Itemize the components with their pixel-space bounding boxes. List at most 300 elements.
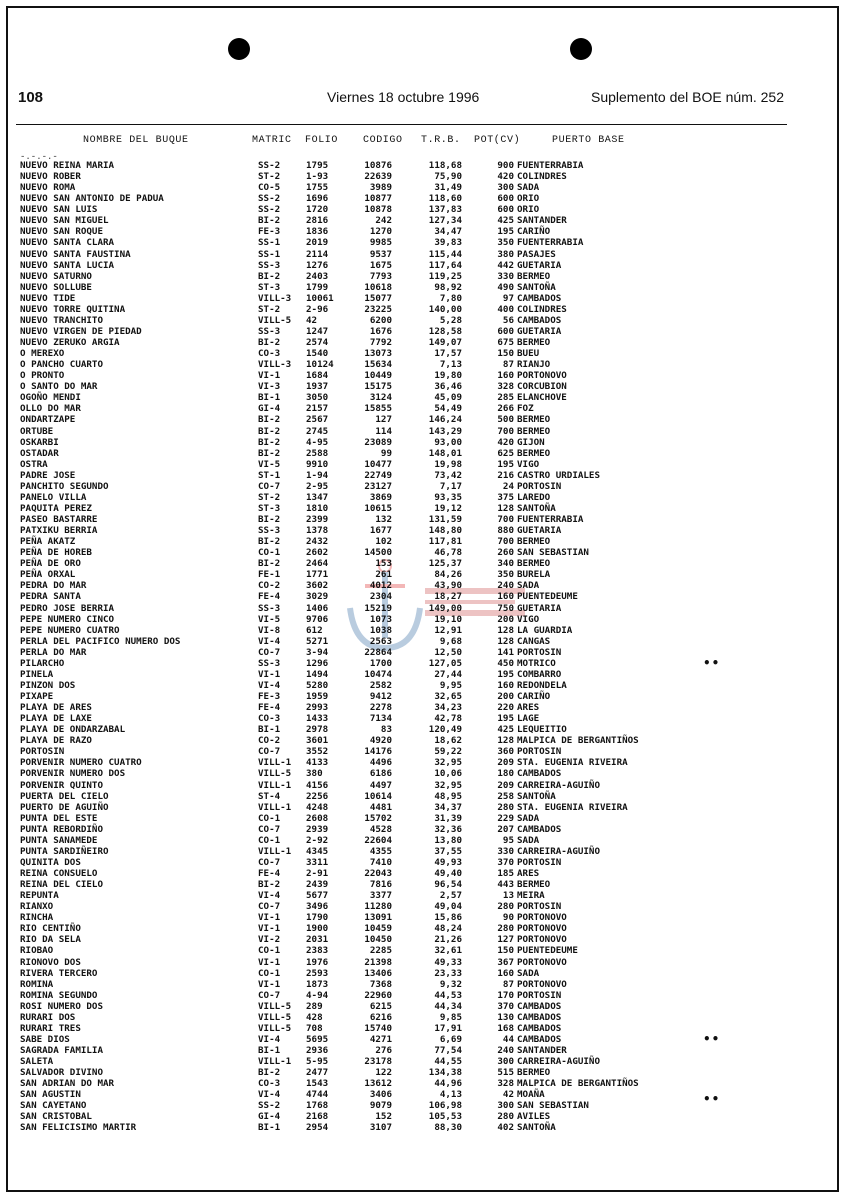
vessel-name: ROMINA SEGUNDO [20,989,98,1001]
potencia: 160 [497,370,514,382]
codigo: 7410 [369,856,392,868]
potencia: 600 [497,193,514,205]
vessel-name: OSKARBI [20,436,59,448]
potencia: 128 [497,735,514,747]
table-row [0,315,847,326]
trb: 75,90 [434,171,462,183]
trb: 93,00 [434,436,462,448]
trb: 43,90 [434,580,462,592]
table-row [0,713,847,724]
folio: 2477 [306,1067,329,1079]
matricula: FE-4 [258,591,281,603]
codigo: 22864 [364,646,392,658]
potencia: 209 [497,779,514,791]
matricula: SS-3 [258,657,281,669]
vessel-name: ORTUBE [20,425,54,437]
vessel-name: NUEVO ROMA [20,182,76,194]
matricula: VILL-1 [258,779,292,791]
vessel-name: PILARCHO [20,657,65,669]
folio: 1247 [306,325,329,337]
vessel-name: PERLA DEL PACIFICO NUMERO DOS [20,635,181,647]
matricula: GI-4 [258,403,281,415]
issue-date: Viernes 18 octubre 1996 [327,89,480,105]
trb: 105,53 [428,1111,462,1123]
codigo: 22749 [364,469,392,481]
vessel-name: PLAYA DE RAZO [20,735,92,747]
matricula: BI-2 [258,558,281,570]
potencia: 280 [497,923,514,935]
puerto-base: BERMEO [517,558,551,570]
vessel-name: RINCHA [20,912,54,924]
puerto-base: PORTOSIN [517,746,562,758]
vessel-name: SABE DIOS [20,1033,70,1045]
puerto-base: CARREIRA-AGUIÑO [517,779,600,791]
trb: 44,55 [434,1056,462,1068]
puerto-base: LAGE [517,713,540,725]
potencia: 200 [497,691,514,702]
codigo: 4481 [369,801,392,813]
codigo: 23089 [364,436,392,448]
codigo: 3406 [369,1089,392,1101]
matricula: BI-1 [258,1045,281,1056]
trb: 39,83 [434,237,462,249]
codigo: 10459 [364,923,392,935]
folio: 5-95 [306,1056,329,1068]
table-row [0,215,847,226]
potencia: 375 [497,491,514,503]
potencia: 443 [497,879,514,891]
puerto-base: ARES [517,868,540,879]
col-folio: FOLIO [305,135,339,146]
vessel-name: RIONOVO DOS [20,956,81,968]
potencia: 200 [497,613,514,625]
puerto-base: ORIO [517,193,540,205]
vessel-name: RIO CENTIÑO [20,923,81,935]
vessel-name: NUEVO SANTA LUCIA [20,259,115,271]
vessel-name: PEDRO JOSE BERRIA [20,602,115,614]
potencia: 880 [497,525,514,537]
codigo: 10449 [364,370,392,382]
puerto-base: RIANJO [517,359,551,371]
trb: 34,23 [434,702,462,714]
punch-hole-left [228,38,250,60]
puerto-base: BERMEO [517,536,551,548]
trb: 23,33 [434,967,462,979]
folio: 10124 [306,359,334,371]
potencia: 340 [497,558,514,570]
vessel-name: PUNTA DEL ESTE [20,812,98,824]
folio: 2978 [306,724,329,736]
vessel-name: RURARI TRES [20,1022,81,1034]
folio: 1755 [306,182,329,194]
folio: 2936 [306,1045,329,1056]
matricula: BI-1 [258,724,281,736]
codigo: 13091 [364,912,392,924]
codigo: 1700 [369,657,392,669]
table-row [0,160,847,171]
potencia: 95 [502,834,514,846]
folio: 1696 [306,193,329,205]
margin-dots: •• [703,1092,721,1106]
matricula: VI-4 [258,679,281,691]
vessel-name: NUEVO SAN ANTONIO DE PADUA [20,193,164,205]
matricula: CO-3 [258,348,281,360]
trb: 148,80 [428,525,462,537]
codigo: 7368 [369,978,392,990]
trb: 34,47 [434,226,462,238]
matricula: CO-7 [258,823,281,835]
table-row [0,868,847,879]
matricula: VILL-5 [258,768,292,780]
potencia: 350 [497,237,514,249]
puerto-base: PORTOSIN [517,901,562,913]
table-row [0,990,847,1001]
matricula: SS-3 [258,325,281,337]
matricula: VILL-5 [258,1022,292,1034]
trb: 59,22 [434,746,462,758]
potencia: 600 [497,204,514,216]
puerto-base: SANTOÑA [517,790,556,802]
matricula: ST-2 [258,303,281,315]
codigo: 13612 [364,1078,392,1090]
puerto-base: BERMEO [517,1067,551,1079]
table-row [0,237,847,248]
table-row [0,525,847,536]
puerto-base: SANTANDER [517,1045,567,1056]
codigo: 10474 [364,668,392,680]
folio: 1296 [306,657,329,669]
folio: 2939 [306,823,329,835]
codigo: 1677 [369,525,392,537]
table-row [0,426,847,437]
potencia: 87 [502,359,514,371]
table-row [0,392,847,403]
trb: 18,62 [434,735,462,747]
puerto-base: SAN SEBASTIAN [517,1100,589,1112]
table-row [0,271,847,282]
codigo: 2304 [369,591,392,603]
col-pot: POT(CV) [474,135,521,146]
table-row [0,691,847,702]
table-row [0,724,847,735]
codigo: 22043 [364,868,392,879]
puerto-base: ELANCHOVE [517,392,567,404]
table-row [0,492,847,503]
puerto-base: BERMEO [517,425,551,437]
folio: 5280 [306,679,329,691]
puerto-base: PORTONOVO [517,978,567,990]
potencia: 300 [497,1056,514,1068]
trb: 44,96 [434,1078,462,1090]
folio: 3050 [306,392,329,404]
folio: 3552 [306,746,329,758]
vessel-name: O MEREXO [20,348,65,360]
puerto-base: BUEU [517,348,540,360]
trb: 48,95 [434,790,462,802]
puerto-base: SAN SEBASTIAN [517,547,589,559]
codigo: 6186 [369,768,392,780]
codigo: 4496 [369,757,392,769]
puerto-base: BERMEO [517,337,551,348]
trb: 127,34 [428,215,462,227]
codigo: 7134 [369,713,392,725]
vessel-name: SAN CRISTOBAL [20,1111,92,1123]
matricula: CO-7 [258,746,281,758]
table-row [0,1012,847,1023]
potencia: 500 [497,414,514,426]
matricula: VI-4 [258,635,281,647]
table-row [0,625,847,636]
folio: 2593 [306,967,329,979]
vessel-name: PUNTA SANAMEDE [20,834,98,846]
trb: 32,65 [434,691,462,702]
trb: 19,98 [434,458,462,470]
matricula: CO-2 [258,735,281,747]
puerto-base: CARIÑO [517,691,551,702]
folio: 2954 [306,1122,329,1134]
potencia: 44 [502,1033,514,1045]
matricula: CO-7 [258,646,281,658]
matricula: SS-1 [258,237,281,249]
vessel-table [0,160,847,1134]
matricula: BI-2 [258,270,281,282]
trb: 19,12 [434,502,462,514]
trb: 17,91 [434,1022,462,1034]
codigo: 1676 [369,325,392,337]
folio: 4-95 [306,436,329,448]
vessel-name: QUINITA DOS [20,856,81,868]
potencia: 150 [497,945,514,957]
potencia: 330 [497,845,514,857]
puerto-base: BERMEO [517,879,551,891]
folio: 4133 [306,757,329,769]
vessel-name: PORTOSIN [20,746,65,758]
potencia: 450 [497,657,514,669]
vessel-name: RIVERA TERCERO [20,967,98,979]
potencia: 207 [497,823,514,835]
potencia: 87 [502,978,514,990]
matricula: VILL-1 [258,801,292,813]
vessel-name: PADRE JOSE [20,469,76,481]
potencia: 168 [497,1022,514,1034]
codigo: 15634 [364,359,392,371]
folio: 3311 [306,856,329,868]
potencia: 330 [497,270,514,282]
table-row [0,403,847,414]
table-row [0,249,847,260]
table-row [0,348,847,359]
trb: 115,44 [428,248,462,260]
table-row [0,757,847,768]
vessel-name: NUEVO REINA MARIA [20,160,115,171]
codigo: 102 [375,536,392,548]
puerto-base: LA GUARDIA [517,624,573,636]
matricula: SS-3 [258,259,281,271]
vessel-name: ONDARTZAPE [20,414,76,426]
trb: 106,98 [428,1100,462,1112]
potencia: 195 [497,713,514,725]
puerto-base: FUENTERRABIA [517,237,584,249]
puerto-base: FUENTERRABIA [517,514,584,525]
margin-dots: •• [703,656,721,670]
vessel-name: PORVENIR QUINTO [20,779,103,791]
table-row [0,923,847,934]
matricula: SS-2 [258,193,281,205]
trb: 15,86 [434,912,462,924]
trb: 117,64 [428,259,462,271]
trb: 73,42 [434,469,462,481]
folio: 428 [306,1011,323,1023]
potencia: 160 [497,591,514,603]
col-port: PUERTO BASE [552,135,625,146]
potencia: 180 [497,768,514,780]
vessel-name: SAGRADA FAMILIA [20,1045,103,1056]
puerto-base: GUETARIA [517,525,562,537]
codigo: 99 [380,447,392,459]
trb: 17,57 [434,348,462,360]
vessel-name: PATXIKU BERRIA [20,525,98,537]
codigo: 7793 [369,270,392,282]
folio: 2574 [306,337,329,348]
codigo: 22639 [364,171,392,183]
trb: 7,13 [439,359,462,371]
puerto-base: AVILES [517,1111,551,1123]
matricula: GI-4 [258,1111,281,1123]
codigo: 1073 [369,613,392,625]
codigo: 4920 [369,735,392,747]
folio: 1347 [306,491,329,503]
codigo: 276 [375,1045,392,1056]
matricula: CO-1 [258,945,281,957]
puerto-base: MOAÑA [517,1089,545,1101]
folio: 2745 [306,425,329,437]
codigo: 22960 [364,989,392,1001]
table-row [0,503,847,514]
potencia: 350 [497,569,514,581]
potencia: 150 [497,348,514,360]
folio: 380 [306,768,323,780]
trb: 9,32 [439,978,462,990]
table-row [0,614,847,625]
matricula: ST-3 [258,281,281,293]
codigo: 3989 [369,182,392,194]
vessel-name: PEPE NUMERO CUATRO [20,624,120,636]
potencia: 128 [497,624,514,636]
matricula: BI-2 [258,536,281,548]
codigo: 23127 [364,480,392,492]
puerto-base: PUENTEDEUME [517,591,578,603]
puerto-base: STA. EUGENIA RIVEIRA [517,757,628,769]
trb: 32,61 [434,945,462,957]
trb: 96,54 [434,879,462,891]
vessel-name: PANELO VILLA [20,491,87,503]
codigo: 3377 [369,890,392,902]
matricula: VILL-3 [258,292,292,304]
codigo: 261 [375,569,392,581]
vessel-name: SAN FELICISIMO MARTIR [20,1122,137,1134]
codigo: 83 [380,724,392,736]
potencia: 625 [497,447,514,459]
vessel-name: PUNTA REBORDIÑO [20,823,103,835]
table-row [0,1056,847,1067]
codigo: 3869 [369,491,392,503]
puerto-base: PORTONOVO [517,912,567,924]
trb: 93,35 [434,491,462,503]
potencia: 442 [497,259,514,271]
trb: 49,40 [434,868,462,879]
vessel-name: O PANCHO CUARTO [20,359,103,371]
punch-hole-right [570,38,592,60]
potencia: 13 [502,890,514,902]
puerto-base: CAMBADOS [517,823,562,835]
table-row [0,680,847,691]
codigo: 15702 [364,812,392,824]
vessel-name: RURARI DOS [20,1011,76,1023]
puerto-base: VIGO [517,613,540,625]
vessel-name: PERLA DO MAR [20,646,87,658]
trb: 140,00 [428,303,462,315]
table-row [0,470,847,481]
puerto-base: SANTOÑA [517,281,556,293]
matricula: VILL-5 [258,1011,292,1023]
table-row [0,282,847,293]
folio: 42 [306,314,318,326]
folio: 289 [306,1000,323,1012]
folio: 2816 [306,215,329,227]
codigo: 15175 [364,381,392,393]
folio: 1543 [306,1078,329,1090]
matricula: SS-2 [258,204,281,216]
potencia: 185 [497,868,514,879]
puerto-base: SANTOÑA [517,502,556,514]
puerto-base: GIJON [517,436,545,448]
vessel-name: O SANTO DO MAR [20,381,98,393]
column-headers [0,135,847,149]
folio: 1976 [306,956,329,968]
trb: 98,92 [434,281,462,293]
trb: 49,04 [434,901,462,913]
puerto-base: STA. EUGENIA RIVEIRA [517,801,628,813]
table-row [0,912,847,923]
puerto-base: MALPICA DE BERGANTIÑOS [517,1078,639,1090]
folio: 1768 [306,1100,329,1112]
matricula: FE-4 [258,702,281,714]
folio: 5271 [306,635,329,647]
folio: 1378 [306,525,329,537]
folio: 4-94 [306,989,329,1001]
vessel-name: NUEVO SANTA CLARA [20,237,115,249]
potencia: 420 [497,171,514,183]
matricula: VILL-1 [258,845,292,857]
potencia: 56 [502,314,514,326]
folio: 2031 [306,934,329,946]
codigo: 10615 [364,502,392,514]
puerto-base: GUETARIA [517,602,562,614]
matricula: BI-1 [258,1122,281,1134]
puerto-base: CAMBADOS [517,1022,562,1034]
table-row [0,1122,847,1133]
puerto-base: COMBARRO [517,668,562,680]
puerto-base: CANGAS [517,635,551,647]
puerto-base: SANTANDER [517,215,567,227]
folio: 2464 [306,558,329,570]
table-row [0,746,847,757]
codigo: 10618 [364,281,392,293]
trb: 32,95 [434,779,462,791]
trb: 84,26 [434,569,462,581]
puerto-base: PORTOSIN [517,856,562,868]
vessel-name: PEÑA ORXAL [20,569,76,581]
